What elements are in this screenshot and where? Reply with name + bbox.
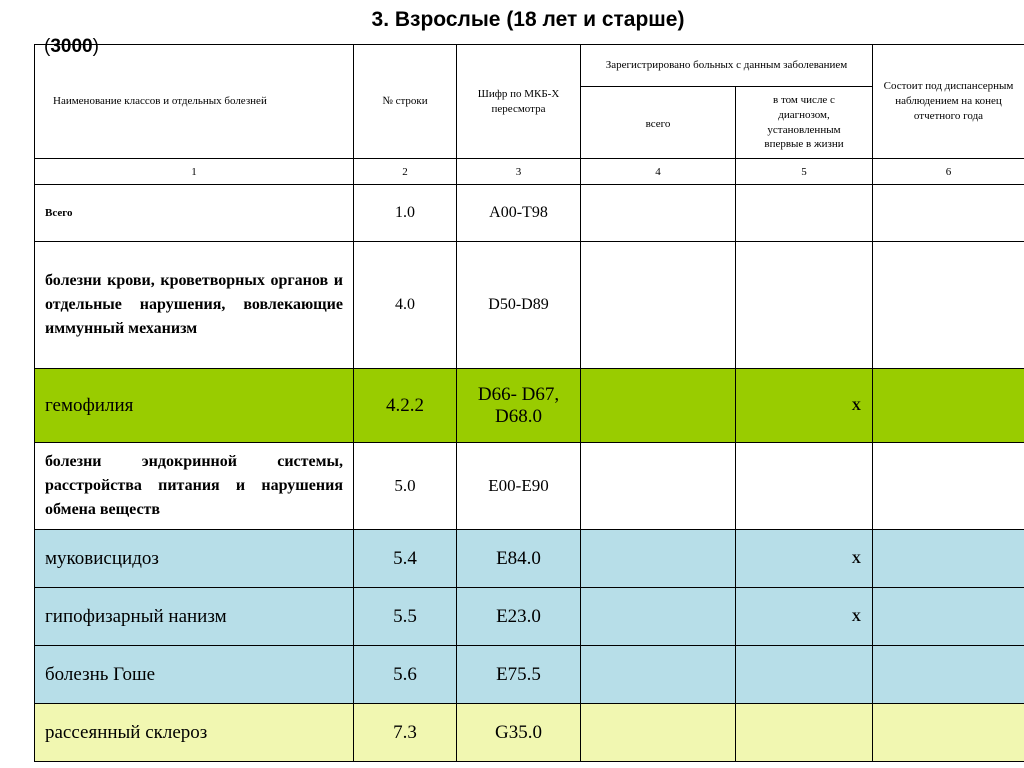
row-icd: G35.0 bbox=[457, 704, 581, 762]
table-row bbox=[35, 443, 1024, 530]
column-number-row bbox=[35, 159, 1024, 185]
row-col6 bbox=[873, 646, 1024, 704]
col-number: 6 bbox=[873, 159, 1024, 185]
header-icd: Шифр по МКБ-Х пересмотра bbox=[457, 45, 581, 159]
col-number: 3 bbox=[457, 159, 581, 185]
form-code: 3000 bbox=[50, 36, 93, 57]
header-total: всего bbox=[581, 87, 736, 159]
row-col4 bbox=[581, 369, 736, 443]
row-number: 1.0 bbox=[354, 185, 457, 242]
header-registered: Зарегистрировано больных с данным заболеванием bbox=[581, 45, 873, 87]
row-col6 bbox=[873, 185, 1024, 242]
row-col4 bbox=[581, 185, 736, 242]
col-number: 1 bbox=[35, 159, 354, 185]
row-number: 5.0 bbox=[354, 443, 457, 530]
row-col5 bbox=[736, 646, 873, 704]
row-col4 bbox=[581, 242, 736, 369]
row-col5: X bbox=[736, 588, 873, 646]
row-col5 bbox=[736, 242, 873, 369]
row-icd: E75.5 bbox=[457, 646, 581, 704]
col-number: 2 bbox=[354, 159, 457, 185]
row-number: 4.2.2 bbox=[354, 369, 457, 443]
statistics-table bbox=[34, 44, 1024, 762]
header-name: Наименование классов и отдельных болезней bbox=[35, 45, 354, 159]
row-number: 7.3 bbox=[354, 704, 457, 762]
row-number: 5.4 bbox=[354, 530, 457, 588]
row-number: 4.0 bbox=[354, 242, 457, 369]
table-row bbox=[35, 242, 1024, 369]
row-name: рассеянный склероз bbox=[35, 704, 354, 762]
row-col5 bbox=[736, 185, 873, 242]
row-icd: E23.0 bbox=[457, 588, 581, 646]
table-row bbox=[35, 646, 1024, 704]
row-icd: D50-D89 bbox=[457, 242, 581, 369]
table-row bbox=[35, 369, 1024, 443]
header-row bbox=[35, 45, 1024, 87]
row-col6 bbox=[873, 588, 1024, 646]
col-number: 4 bbox=[581, 159, 736, 185]
row-icd: A00-T98 bbox=[457, 185, 581, 242]
row-col6 bbox=[873, 530, 1024, 588]
row-col5 bbox=[736, 443, 873, 530]
row-col6 bbox=[873, 369, 1024, 443]
row-col6 bbox=[873, 704, 1024, 762]
row-col5: X bbox=[736, 530, 873, 588]
row-name: муковисцидоз bbox=[35, 530, 354, 588]
row-number: 5.5 bbox=[354, 588, 457, 646]
row-name: болезнь Гоше bbox=[35, 646, 354, 704]
row-number: 5.6 bbox=[354, 646, 457, 704]
row-icd: E84.0 bbox=[457, 530, 581, 588]
row-col4 bbox=[581, 704, 736, 762]
page-title: 3. Взрослые (18 лет и старше) bbox=[371, 8, 685, 31]
table-row bbox=[35, 588, 1024, 646]
row-col4 bbox=[581, 588, 736, 646]
row-name: болезни крови, кроветворных органов и отдельные нарушения, вовлекающие иммунный механизм bbox=[35, 242, 354, 369]
row-name: гипофизарный нанизм bbox=[35, 588, 354, 646]
row-name: гемофилия bbox=[35, 369, 354, 443]
row-col4 bbox=[581, 646, 736, 704]
row-icd: E00-E90 bbox=[457, 443, 581, 530]
col-number: 5 bbox=[736, 159, 873, 185]
row-col6 bbox=[873, 443, 1024, 530]
row-col4 bbox=[581, 443, 736, 530]
header-dispensary: Состоит под диспансерным наблюдением на конец отчетного года bbox=[873, 45, 1024, 159]
table-row bbox=[35, 185, 1024, 242]
row-name: Всего bbox=[35, 185, 354, 242]
row-col6 bbox=[873, 242, 1024, 369]
row-name: болезни эндокринной системы, расстройства питания и нарушения обмена веществ bbox=[35, 443, 354, 530]
header-first-time: в том числе с диагнозом, установленным впервые в жизни bbox=[736, 87, 873, 159]
header-row-no: № строки bbox=[354, 45, 457, 159]
row-col5: X bbox=[736, 369, 873, 443]
row-icd: D66- D67, D68.0 bbox=[457, 369, 581, 443]
form-code-label: (3000) bbox=[44, 36, 99, 57]
row-col4 bbox=[581, 530, 736, 588]
table-row bbox=[35, 530, 1024, 588]
table-row bbox=[35, 704, 1024, 762]
row-col5 bbox=[736, 704, 873, 762]
